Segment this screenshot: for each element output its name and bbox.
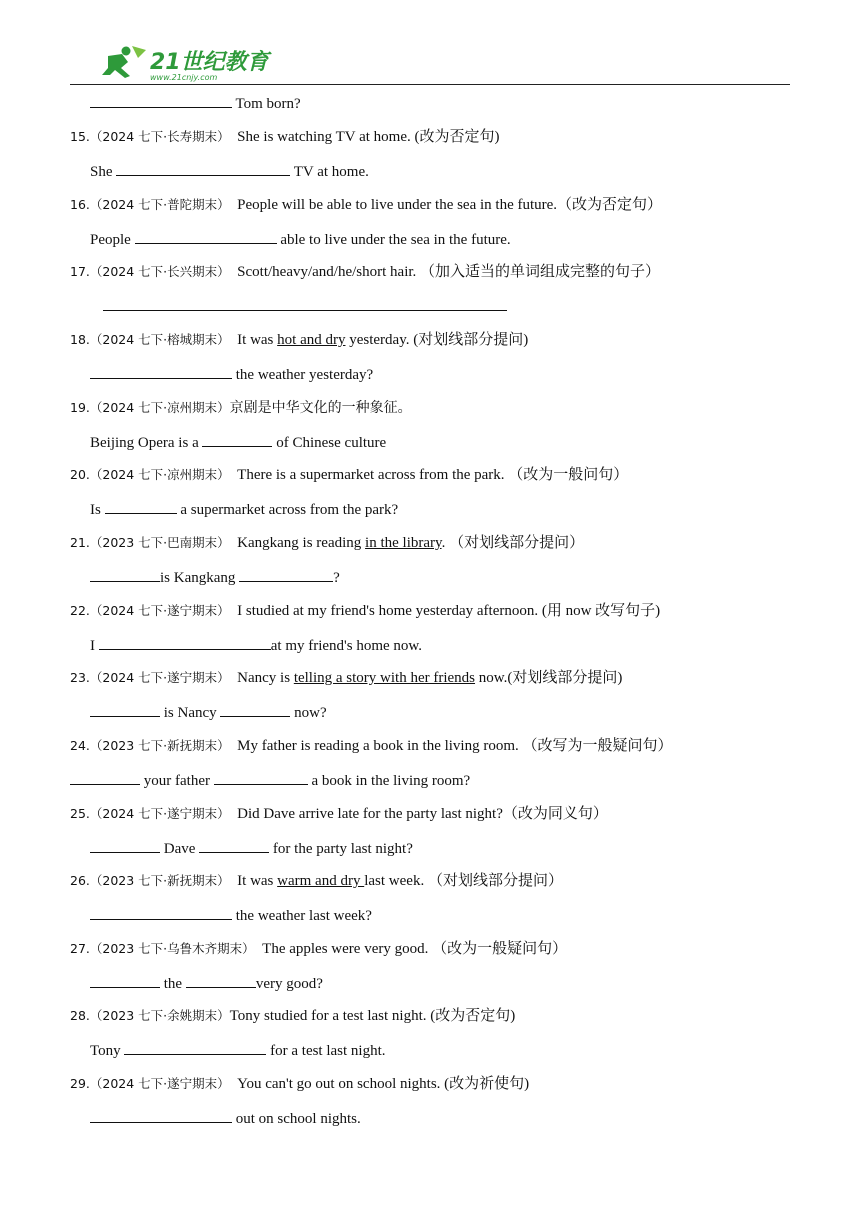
- answer-blank[interactable]: [90, 364, 232, 379]
- question-17: 17.（2024 七下·长兴期末） Scott/heavy/and/he/short hair. （加入适当的单词组成完整的句子）: [70, 264, 661, 280]
- answer-blank[interactable]: [105, 499, 177, 514]
- question-25: 25.（2024 七下·遂宁期末） Did Dave arrive late for the party last night?（改为同义句）: [70, 806, 608, 822]
- answer-blank[interactable]: [199, 838, 269, 853]
- question-15: 15.（2024 七下·长寿期末） She is watching TV at home. (改为否定句): [70, 129, 500, 145]
- answer-blank[interactable]: [90, 905, 232, 920]
- answer-blank[interactable]: [116, 161, 290, 176]
- answer-blank[interactable]: [99, 635, 271, 650]
- logo-21cnjy: [88, 42, 278, 82]
- answer-blank[interactable]: [124, 1040, 266, 1055]
- question-27: 27.（2023 七下·乌鲁木齐期末） The apples were very good. （改为一般疑问句）: [70, 941, 568, 957]
- question-19: 19.（2024 七下·凉州期末）京剧是中华文化的一种象征。: [70, 400, 412, 416]
- answer-17: [103, 296, 507, 317]
- svg-text:21世纪教育: 21世纪教育: [150, 50, 269, 75]
- answer-blank[interactable]: [103, 296, 507, 311]
- answer-blank[interactable]: [90, 973, 160, 988]
- question-16: 16.（2024 七下·普陀期末） People will be able to live under the sea in the future.（改为否定句）: [70, 197, 663, 213]
- page-header: [70, 38, 790, 86]
- answer-25: Dave for the party last night?: [90, 838, 413, 859]
- answer-blank[interactable]: [90, 567, 160, 582]
- answer-blank[interactable]: [90, 838, 160, 853]
- answer-28: Tony for a test last night.: [90, 1040, 386, 1061]
- question-23: 23.（2024 七下·遂宁期末） Nancy is telling a story with her friends now.(对划线部分提问): [70, 670, 623, 686]
- answer-blank[interactable]: [70, 770, 140, 785]
- answer-16: People able to live under the sea in the future.: [90, 229, 511, 250]
- answer-19: Beijing Opera is a of Chinese culture: [90, 432, 386, 453]
- question-22: 22.（2024 七下·遂宁期末） I studied at my friend's home yesterday afternoon. (用 now 改写句子): [70, 603, 661, 619]
- answer-23: is Nancy now?: [90, 702, 327, 723]
- question-26: 26.（2023 七下·新抚期末） It was warm and dry last week. （对划线部分提问）: [70, 873, 563, 889]
- answer-18: the weather yesterday?: [90, 364, 373, 385]
- answer-22: I at my friend's home now.: [90, 635, 422, 656]
- question-24: 24.（2023 七下·新抚期末） My father is reading a book in the living room. （改写为一般疑问句）: [70, 738, 673, 754]
- answer-blank[interactable]: [239, 567, 333, 582]
- answer-26: the weather last week?: [90, 905, 372, 926]
- question-21: 21.（2023 七下·巴南期末） Kangkang is reading in the library. （对划线部分提问）: [70, 535, 585, 551]
- question-18: 18.（2024 七下·榕城期末） It was hot and dry yesterday. (对划线部分提问): [70, 332, 529, 348]
- answer-blank[interactable]: [90, 93, 232, 108]
- svg-text:www.21cnjy.com: www.21cnjy.com: [150, 73, 218, 82]
- answer-blank[interactable]: [186, 973, 256, 988]
- answer-blank[interactable]: [135, 229, 277, 244]
- answer-blank[interactable]: [220, 702, 290, 717]
- question-29: 29.（2024 七下·遂宁期末） You can't go out on school nights. (改为祈使句): [70, 1076, 530, 1092]
- answer-line: Tom born?: [90, 93, 301, 114]
- answer-29: out on school nights.: [90, 1108, 361, 1129]
- answer-blank[interactable]: [90, 702, 160, 717]
- answer-blank[interactable]: [202, 432, 272, 447]
- question-20: 20.（2024 七下·凉州期末） There is a supermarket across from the park. （改为一般问句）: [70, 467, 629, 483]
- answer-blank[interactable]: [214, 770, 308, 785]
- answer-24: your father a book in the living room?: [70, 770, 470, 791]
- answer-21: is Kangkang ?: [90, 567, 340, 588]
- answer-15: She TV at home.: [90, 161, 369, 182]
- answer-27: the very good?: [90, 973, 323, 994]
- header-rule: [70, 84, 790, 85]
- answer-20: Is a supermarket across from the park?: [90, 499, 398, 520]
- answer-blank[interactable]: [90, 1108, 232, 1123]
- question-28: 28.（2023 七下·余姚期末）Tony studied for a test last night. (改为否定句): [70, 1008, 516, 1024]
